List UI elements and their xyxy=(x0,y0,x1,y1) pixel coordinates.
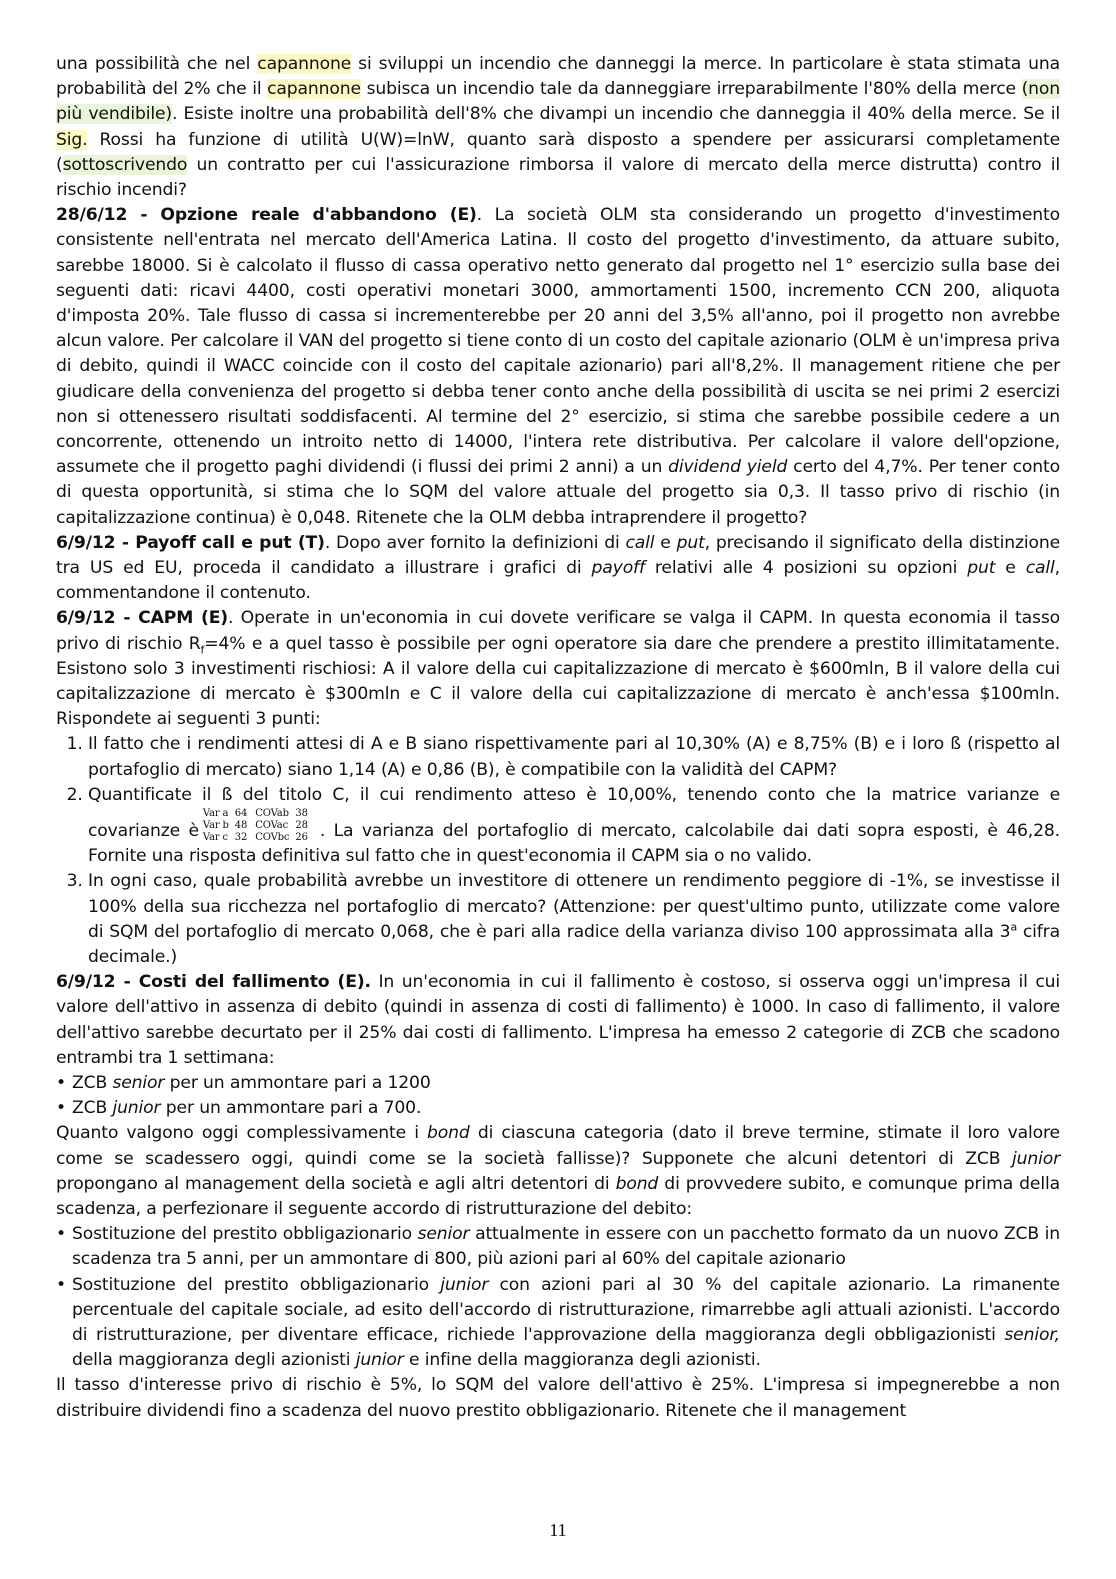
section-heading: 6/9/12 - Payoff call e put (T) xyxy=(56,532,325,553)
table-row: Var a 64 COVab 38 xyxy=(202,808,308,820)
table-row: Var b 48 COVac 28 xyxy=(202,820,308,832)
section-capm xyxy=(56,606,1060,970)
highlight: Sig. xyxy=(56,129,88,150)
fallimento-last: Il tasso d'interesse privo di rischio è 5%, lo SQM del valore dell'attivo è 25%. L'impresa si impegnerebbe a non distribuire dividendi fino a scadenza del nuovo prestito obbligazionario. Ritenete che il management xyxy=(56,1375,1060,1421)
fallimento-intro: 6/9/12 - Costi del fallimento (E). In un'economia in cui il fallimento è costoso, si osserva oggi un'impresa il cui valore dell'attivo in assenza di debito (quindi in assenza di costi di fallimento) è 1000. In caso di fallimento, il valore dell'attivo sarebbe decurtato per il 25% dai costi di fallimento. L'impresa ha emesso 2 categorie di ZCB che scadono entrambi tra 1 settimana: xyxy=(56,972,1060,1068)
fallimento-question: Quanto valgono oggi complessivamente i bond di ciascuna categoria (dato il breve termine, stimate il loro valore come se scadessero oggi, quindi come se la società fallisse)? Supponete che alcuni detentori di ZCB junior propongano al management della società e agli altri detentori di bond di provvedere subito, e comunque prima della scadenza, a perfezionare il seguente accordo di ristrutturazione del debito: xyxy=(56,1123,1060,1219)
list-item: 3. In ogni caso, quale probabilità avrebbe un investitore di ottenere un rendimento peggiore di -1%, se investisse il 100% della sua ricchezza nel portafoglio di mercato? (Attenzione: per quest'ultimo punto, utilizzate come valore di SQM del portafoglio di mercato 0,068, che è pari alla radice della varianza diviso 100 approssimata alla 3$^a$ cifra decimale.) xyxy=(88,869,1060,970)
highlight: (non più vendibile) xyxy=(56,79,1060,125)
page-number: 11 xyxy=(549,1520,567,1540)
list-item: • Sostituzione del prestito obbligazionario junior con azioni pari al 30 % del capitale azionario. La rimanente percentuale del capitale sociale, ad esito dell'accordo di ristrutturazione, rimarrebbe agli attuali azionisti. L'accordo di ristrutturazione, per diventare efficace, richiede l'approvazione della maggioranza degli obbligazionisti senior, della maggioranza degli azionisti junior e infine della maggioranza degli azionisti. xyxy=(56,1274,1060,1371)
section-heading: 28/6/12 - Opzione reale d'abbandono (E) xyxy=(56,205,477,226)
highlight: sottoscrivendo xyxy=(62,154,188,175)
section-opzione-reale: 28/6/12 - Opzione reale d'abbandono (E). La società OLM sta considerando un progetto d'investimento consistente nell'entrata nel mercato dell'America Latina. Il costo del progetto d'investimento, da attuare subito, sarebbe 18000. Si è calcolato il flusso di cassa operativo netto generato dal progetto nel 1° esercizio sulla base dei seguenti dati: ricavi 4400, costi operativi monetari 3000, ammortamenti 1500, incremento CCN 200, aliquota d'imposta 20%. Tale flusso di cassa si incrementerebbe per 20 anni del 3,5% all'anno, poi il progetto non avrebbe alcun valore. Per calcolare il VAN del progetto si tiene conto di un costo del capitale azionario (OLM è un'impresa priva di debito, quindi il WACC coincide con il costo del capitale azionario) pari all'8,2%. Il management ritiene che per giudicare della convenienza del progetto si debba tener conto anche della possibilità di uscita se nei primi 2 esercizi non si ottenessero risultati soddisfacenti. Al termine del 2° esercizio, si stima che sarebbe possibile cedere a un concorrente, ottenendo un introito netto di 14000, l'intera rete distributiva. Per calcolare il valore dell'opzione, assumete che il progetto paghi dividendi (i flussi dei primi 2 anni) a un dividend yield certo del 4,7%. Per tener conto di questa opportunità, si stima che lo SQM del valore attuale del progetto sia 0,3. Il tasso privo di rischio (in capitalizzazione continua) è 0,048. Ritenete che la OLM debba intraprendere il progetto? xyxy=(56,205,1060,528)
list-item: • Sostituzione del prestito obbligazionario senior attualmente in essere con un pacchetto formato da un nuovo ZCB in scadenza tra 5 anni, per un ammontare di 800, più azioni pari al 60% del capitale azionario xyxy=(56,1224,1060,1270)
capm-list xyxy=(56,732,1060,970)
covariance-matrix xyxy=(203,808,316,844)
bullet-icon: • xyxy=(56,1274,66,1295)
bullet-icon: • xyxy=(56,1098,66,1119)
bullet-icon: • xyxy=(56,1224,66,1245)
highlight: capannone xyxy=(267,79,361,100)
section-payoff: 6/9/12 - Payoff call e put (T). Dopo aver fornito la definizioni di call e put, precisando il significato della distinzione tra US ed EU, proceda il candidato a illustrare i grafici di payoff relativi alle 4 posizioni su opzioni put e call, commentandone il contenuto. xyxy=(56,532,1060,604)
section-costi-fallimento xyxy=(56,970,1060,1424)
list-item: • ZCB junior per un ammontare pari a 700. xyxy=(56,1096,1060,1121)
table-row: Var c 32 COVbc 26 xyxy=(202,832,308,844)
list-item: • ZCB senior per un ammontare pari a 1200 xyxy=(56,1071,1060,1096)
list-item: 1. Il fatto che i rendimenti attesi di A e B siano rispettivamente pari al 10,30% (A) e 8,75% (B) e i loro ß (rispetto al portafoglio di mercato) siano 1,14 (A) e 0,86 (B), è compatibile con la validità del CAPM? xyxy=(88,732,1060,782)
paragraph-intro: una possibilità che nel capannone si sviluppi un incendio che danneggi la merce. In particolare è stata stimata una probabilità del 2% che il capannone subisca un incendio tale da danneggiare irreparabilmente l'80% della merce (non più vendibile). Esiste inoltre una probabilità dell'8% che divampi un incendio che danneggia il 40% della merce. Se il Sig. Rossi ha funzione di utilità U(W)=lnW, quanto sarà disposto a spendere per assicurarsi completamente (sottoscrivendo un contratto per cui l'assicurazione rimborsa il valore di mercato della merce distrutta) contro il rischio incendi? xyxy=(56,54,1060,201)
capm-intro: 6/9/12 - CAPM (E). Operate in un'economia in cui dovete verificare se valga il CAPM. In questa economia il tasso privo di rischio $R_f=4\%$ e a quel tasso è possibile per ogni operatore sia dare che prendere a prestito illimitatamente. Esistono solo 3 investimenti rischiosi: A il valore della cui capitalizzazione di mercato è $600mln, B il valore della cui capitalizzazione di mercato è $300mln e C il valore della cui capitalizzazione di mercato è anch'essa $100mln. Rispondete ai seguenti 3 punti: xyxy=(56,608,1060,730)
section-heading: 6/9/12 - Costi del fallimento (E). xyxy=(56,972,371,993)
list-item: 2. Quantificate il ß del titolo C, il cui rendimento atteso è 10,00%, tenendo conto che la matrice varianze e covarianze è Var a 64 COVab 38 Var b 48 COVac 28 Var c 32 COVbc 26 . La varianza del portafoglio di mercato, calcolabile dai dati sopra esposti, è 46,28. Fornite una risposta definitiva sul fatto che in quest'economia il CAPM sia o no valido. xyxy=(88,783,1060,869)
bullet-icon: • xyxy=(56,1072,66,1093)
section-heading: 6/9/12 - CAPM (E) xyxy=(56,608,229,629)
highlight: capannone xyxy=(257,54,352,74)
